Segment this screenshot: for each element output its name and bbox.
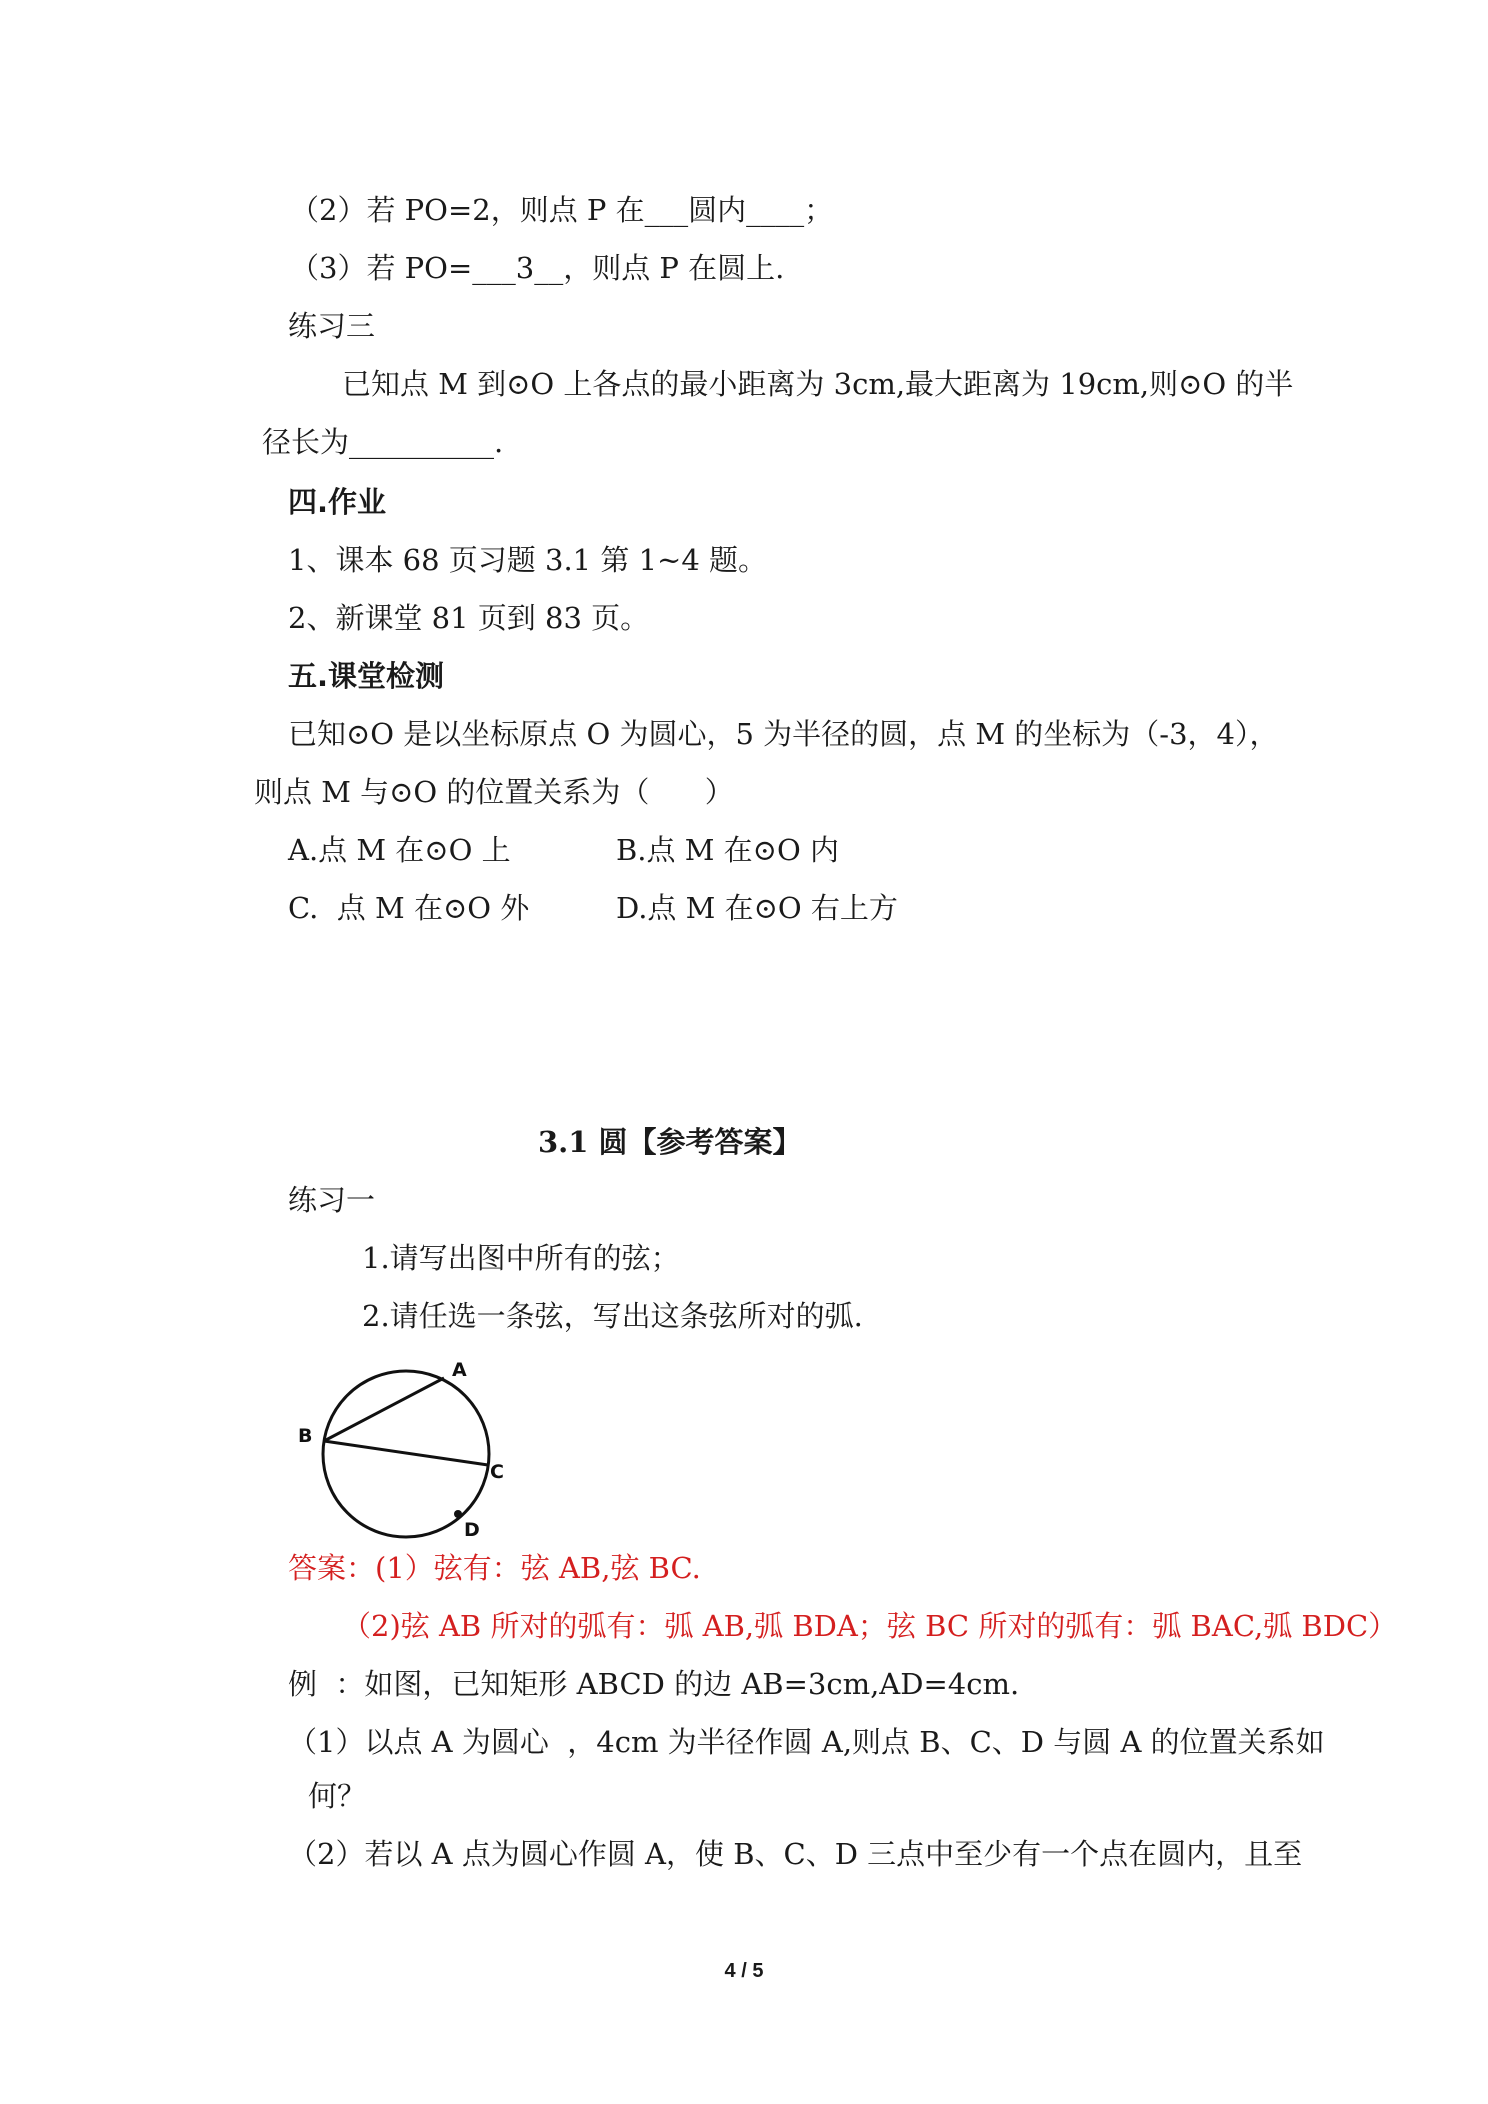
text-line: 练习三 [288, 309, 376, 343]
text-line: 2.请任选一条弦，写出这条弦所对的弧. [362, 1299, 863, 1333]
text-line: 径长为__________. [262, 425, 504, 459]
answer-line: （2)弦 AB 所对的弧有：弧 AB,弧 BDA；弦 BC 所对的弧有：弧 BAC,弧 BDC） [342, 1609, 1398, 1643]
text-line: 例 ：如图，已知矩形 ABCD 的边 AB=3cm,AD=4cm. [288, 1667, 1020, 1701]
option-a: A.点 M 在⊙O 上 [288, 833, 511, 867]
text-line: 何？ [308, 1779, 367, 1813]
label-b: B [298, 1425, 313, 1447]
text-line: （3）若 PO=___3__，则点 P 在圆上. [290, 251, 785, 285]
text-line: （2）若 PO=2，则点 P 在___圆内____； [290, 193, 834, 227]
text-line: 练习一 [288, 1183, 376, 1217]
text-line: 1、课本 68 页习题 3.1 第 1~4 题。 [288, 543, 767, 577]
option-b: B.点 M 在⊙O 内 [616, 833, 839, 867]
text-line: （2）若以 A 点为圆心作圆 A，使 B、C、D 三点中至少有一个点在圆内，且至 [288, 1837, 1303, 1871]
label-d: D [464, 1519, 480, 1541]
chord-bc [324, 1441, 488, 1465]
text-line: 则点 M 与⊙O 的位置关系为（ ） [254, 775, 734, 809]
text-line: 2、新课堂 81 页到 83 页。 [288, 601, 650, 635]
page-number: 4 / 5 [724, 1960, 764, 1982]
text-line: 已知点 M 到⊙O 上各点的最小距离为 3cm,最大距离为 19cm,则⊙O 的半 [342, 367, 1294, 401]
text-line: 已知⊙O 是以坐标原点 O 为圆心，5 为半径的圆，点 M 的坐标为（-3，4）， [288, 717, 1279, 751]
answer-line: 答案：(1）弦有：弦 AB,弦 BC. [288, 1551, 701, 1585]
label-c: C [490, 1461, 504, 1483]
text-line: （1）以点 A 为圆心 ，4cm 为半径作圆 A,则点 B、C、D 与圆 A 的位置关系如 [288, 1725, 1325, 1759]
circle-figure [292, 1362, 532, 1542]
text-line: 1.请写出图中所有的弦； [362, 1241, 680, 1275]
section-title: 3.1 圆【参考答案】 [538, 1125, 802, 1159]
label-a: A [452, 1362, 467, 1381]
point-d [454, 1510, 462, 1518]
section-heading: 五.课堂检测 [288, 659, 445, 693]
section-heading: 四.作业 [288, 485, 387, 519]
chord-ab [324, 1378, 444, 1441]
option-c: C. 点 M 在⊙O 外 [288, 891, 530, 925]
option-d: D.点 M 在⊙O 右上方 [616, 891, 898, 925]
